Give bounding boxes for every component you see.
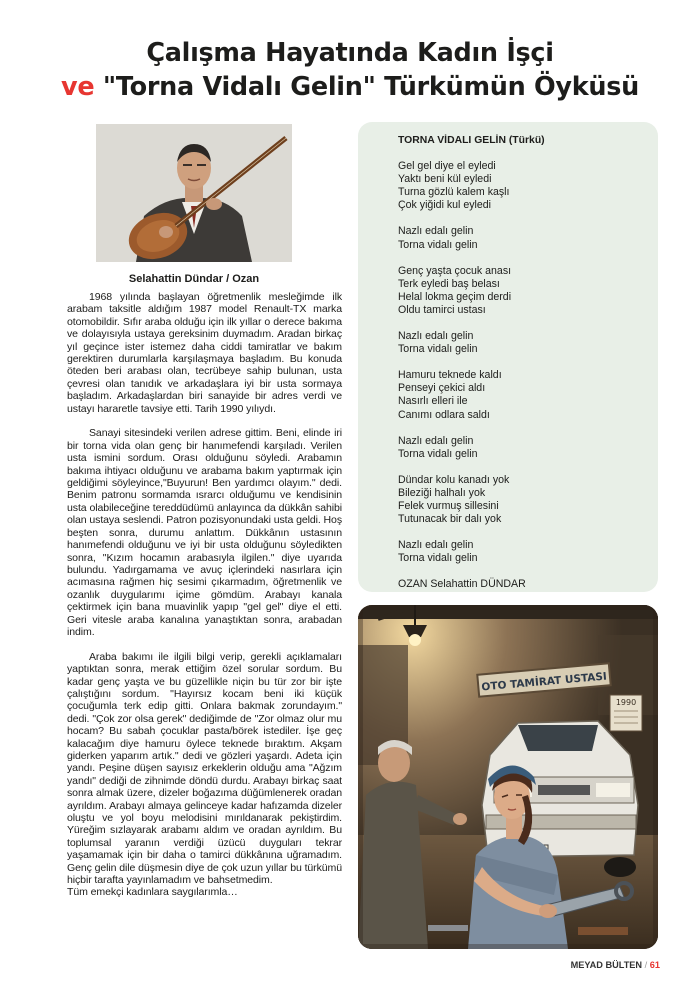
- closing-line: Tüm emekçi kadınlara saygılarımla…: [67, 886, 238, 899]
- poem-line: Canımı odlara saldı: [398, 408, 490, 421]
- poem-line: Nazlı edalı gelin: [398, 539, 474, 552]
- article-paragraph: Sanayi sitesindeki verilen adrese gittim. Beni, elinde iri bir torna vida olan genç bir hanımefendi karşıladı. Verilen usta ismini sordum. Orası olduğunu söyledi. Arabamın bakıma ihtiyacı olduğunu ve arabama bakım yaptırmak için geldiğimi söyleyince,"Buyurun! Ben yardımcı olayım." dedi. Benim patronu sormamda ısrarcı olduğumu ve kendisinin usta olabileceğine tereddüdümü anlayınca da dükkân sahibi olan ustaya seslendi. Patron pozisyonundaki usta geldi. Hoş beşten sonra, durumu anlattım. Dükkânın ustasının hanımefendi olduğunu ve iyi bir usta olduğunu söyledikten sonra, "Kızım hocamın arabasıyla ilgilen." diye uyarıda bulundu. Yadırgamama ve avuç içlerindeki nasırlara için acımasına rağmen hiç sesimi çıkarmadım, öğretmenlik ve ozanlık duygularımı içime gömdüm. Arabayı kanala çektirmek için bana muavinlik yapıp "gel gel" diye el etti. Geri vitesle araba kanalına yanaştıktan sonra, arabadan indim.: [67, 427, 342, 638]
- article-title: [0, 36, 700, 104]
- garage-sign-text: OTO TAMİRAT USTASI: [481, 670, 608, 694]
- poem-stanza: [398, 369, 658, 421]
- poem-line: Torna vidalı gelin: [398, 238, 478, 251]
- poem-stanzas: [398, 160, 658, 565]
- page-footer: [571, 960, 660, 970]
- poem-line: Nazlı edalı gelin: [398, 330, 474, 343]
- poem-panel: [358, 122, 658, 592]
- poem-stanza: [398, 265, 658, 317]
- title-accent-word: ve: [61, 72, 95, 102]
- poem-line: Torna vidalı gelin: [398, 552, 478, 565]
- title-line-2-rest: "Torna Vidalı Gelin" Türkümün Öyküsü: [94, 72, 639, 102]
- poem-stanza: [398, 330, 658, 356]
- garage-illustration: [358, 605, 658, 949]
- poem-signature: OZAN Selahattin DÜNDAR: [398, 578, 526, 591]
- poem-line: Bileziği halhalı yok: [398, 486, 486, 499]
- poem-stanza: [398, 160, 658, 212]
- portrait-illustration: [96, 124, 292, 262]
- poem-line: Yaktı beni kül eyledi: [398, 173, 492, 186]
- poem-line: Nazlı edalı gelin: [398, 434, 474, 447]
- poem-line: Tutunacak bir dalı yok: [398, 513, 502, 526]
- poem-line: Helal lokma geçim derdi: [398, 290, 512, 303]
- poem-line: Torna vidalı gelin: [398, 447, 478, 460]
- footer-separator: /: [644, 960, 648, 970]
- photo-caption: Selahattin Dündar / Ozan: [128, 273, 260, 285]
- poem-line: Gel gel diye el eyledi: [398, 160, 496, 173]
- article-paragraph: Araba bakımı ile ilgili bilgi verip, gerekli açıklamaları yaptıktan sonra, merak ettiğim özel sorular sordum. Bu kadar genç yaşta ve bu güzellikle niçin bu tür zor bir işte çalıştığını sordum. "Hayırsız kocam beni iki küçük çocuğumla terk edip gitti. Onlara bakmak zorundayım." dedi. "Çok zor olsa gerek" dediğimde de "Zor olmaz olur mu hocam? Bu sabah çocuklar pasta/börek istediler. İşe geç kalacağım diye hamuru öylece teknede bıraktım. Akşam giderken yaparım artık." dedi ve gözleri yaşardı. Adeta için yandı. Peşine düşen sayısız erkeklerin olduğu ama "Ağzım yandı" dediği de zihnimde döndü durdu. Arabayı birkaç saat sonra almak üzere, dizeler boğazıma düğümlenerek oradan ayrıldım. Arabayı almaya gelinceye kadar hafızamda dizeler oluştu ve yol boyu melodisini mırıldanarak pekiştirdim. Yüreğim sızlayarak arabamı aldım ve oradan ayrıldım. Bu toplumsal yaranın verdiği üzücü duyguları tekrar yaşamamak için bir daha o tamirci dükkânına uğramadım. Genç gelin dile düşmesin diye de çok uzun yıllar bu türkümü hiçbir tarafta yayınlamadım ve bahsetmedim.: [67, 650, 342, 887]
- poem-line: Felek vurmuş sillesini: [398, 499, 499, 512]
- page-number: 61: [649, 960, 660, 970]
- title-line-1: Çalışma Hayatında Kadın İşçi: [146, 38, 554, 68]
- article-paragraph: 1968 yılında başlayan öğretmenlik mesleğimde ilk arabam taksitle aldığım 1987 model Renault-TX marka otomobildir. Sıfır araba olduğu için ilk yıllar o derece bakıma ve dolayısıyla ustaya gereksinim duymadım. Aradan birkaç yıl geçince ister istemez daha ciddi tamiratlar ve bakım gerektiren durumlarla karşılaşmaya başladım. Bu konuda öteden beri arabası olan, tecrübeye sahip bulunan, usta çevresi olan tanıdık ve arkadaşlara iyi bir usta sormaya başladım. Arkadaşlardan biri sanayide bir adres verdi ve ustayı hararetle tavsiye etti. Tarih 1990 yılıydı.: [67, 291, 342, 415]
- poem-line: Turna gözlü kalem kaşlı: [398, 186, 510, 199]
- poem-stanza: [398, 225, 658, 251]
- poem-stanza: [398, 539, 658, 565]
- publication-name: MEYAD BÜLTEN: [570, 960, 643, 970]
- ozan-portrait-photo: [96, 124, 292, 262]
- poem-line: Torna vidalı gelin: [398, 343, 478, 356]
- poem-stanza: [398, 435, 658, 461]
- poem-line: Nazlı edalı gelin: [398, 225, 474, 238]
- poem-title: TORNA VİDALI GELİN (Türkü): [398, 135, 545, 146]
- poem-line: Genç yaşta çocuk anası: [398, 264, 512, 277]
- poem-stanza: [398, 474, 658, 526]
- poem-line: Terk eyledi baş belası: [398, 277, 500, 290]
- garage-scene: [358, 605, 658, 949]
- poem-line: Çok yiğidi kul eyledi: [398, 199, 492, 212]
- poem-line: Hamuru teknede kaldı: [398, 369, 502, 382]
- article-body: [67, 291, 342, 911]
- poem-line: Nasırlı elleri ile: [398, 395, 468, 408]
- calendar-year: 1990: [615, 698, 637, 707]
- title-line-2: [0, 70, 700, 104]
- poem-line: Penseyi çekici aldı: [398, 382, 486, 395]
- poem-line: Oldu tamirci ustası: [398, 303, 486, 316]
- poem-line: Dündar kolu kanadı yok: [398, 473, 510, 486]
